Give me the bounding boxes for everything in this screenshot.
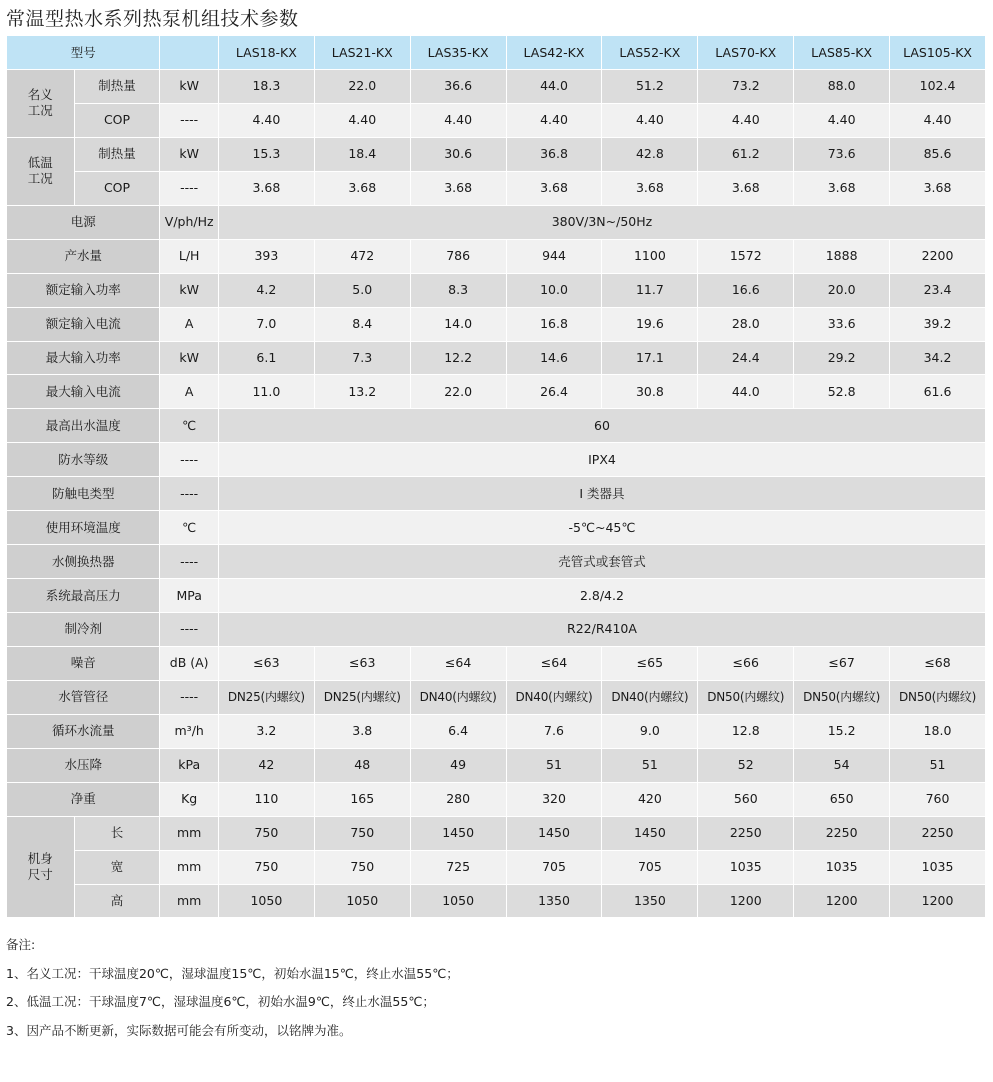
table-row <box>7 579 986 613</box>
unit-cell: A <box>160 307 219 341</box>
unit-cell: MPa <box>160 579 219 613</box>
table-row <box>7 409 986 443</box>
value-cell: 16.6 <box>698 273 794 307</box>
value-cell: ≤64 <box>506 646 602 680</box>
value-cell: 18.0 <box>890 714 986 748</box>
value-cell: 4.40 <box>314 103 410 137</box>
value-cell: 30.6 <box>410 137 506 171</box>
value-cell: 3.68 <box>506 171 602 205</box>
value-cell: 19.6 <box>602 307 698 341</box>
row-label: 水侧换热器 <box>7 545 160 579</box>
model-header: LAS52-KX <box>602 36 698 70</box>
value-cell: DN25(内螺纹) <box>314 680 410 714</box>
value-cell: DN50(内螺纹) <box>890 680 986 714</box>
table-row <box>7 307 986 341</box>
model-header: LAS70-KX <box>698 36 794 70</box>
value-cell: 52.8 <box>794 375 890 409</box>
value-cell: DN25(内螺纹) <box>218 680 314 714</box>
table-row <box>7 714 986 748</box>
unit-cell: A <box>160 375 219 409</box>
value-cell: 4.40 <box>506 103 602 137</box>
table-row <box>7 782 986 816</box>
row-label: 制冷剂 <box>7 613 160 647</box>
value-cell: 560 <box>698 782 794 816</box>
unit-cell: ---- <box>160 171 219 205</box>
note-item: 3、因产品不断更新，实际数据可能会有所变动，以铭牌为准。 <box>6 1022 352 1038</box>
value-cell: 650 <box>794 782 890 816</box>
value-cell: 1450 <box>410 816 506 850</box>
value-cell: 12.2 <box>410 341 506 375</box>
value-cell: DN40(内螺纹) <box>410 680 506 714</box>
value-cell: 1035 <box>698 850 794 884</box>
value-cell: 110 <box>218 782 314 816</box>
value-cell: 42.8 <box>602 137 698 171</box>
merged-value-cell: 60 <box>218 409 985 443</box>
row-label: 制热量 <box>74 137 160 171</box>
value-cell: 750 <box>314 850 410 884</box>
value-cell: 39.2 <box>890 307 986 341</box>
unit-cell: mm <box>160 884 219 918</box>
table-row <box>7 137 986 171</box>
value-cell: 85.6 <box>890 137 986 171</box>
table-row <box>7 70 986 104</box>
value-cell: 49 <box>410 748 506 782</box>
row-label: 长 <box>74 816 160 850</box>
table-row <box>7 103 986 137</box>
value-cell: 15.3 <box>218 137 314 171</box>
row-label: 制热量 <box>74 70 160 104</box>
value-cell: 1035 <box>890 850 986 884</box>
table-row <box>7 375 986 409</box>
table-row <box>7 171 986 205</box>
value-cell: 1572 <box>698 239 794 273</box>
value-cell: 786 <box>410 239 506 273</box>
group-label-dimensions: 机身 尺寸 <box>7 816 75 918</box>
value-cell: 1200 <box>890 884 986 918</box>
table-row <box>7 443 986 477</box>
value-cell: 51 <box>602 748 698 782</box>
unit-cell: L/H <box>160 239 219 273</box>
value-cell: 102.4 <box>890 70 986 104</box>
value-cell: 4.2 <box>218 273 314 307</box>
value-cell: 6.1 <box>218 341 314 375</box>
value-cell: 4.40 <box>794 103 890 137</box>
value-cell: 51 <box>890 748 986 782</box>
value-cell: 17.1 <box>602 341 698 375</box>
row-label: 电源 <box>7 205 160 239</box>
value-cell: DN50(内螺纹) <box>794 680 890 714</box>
value-cell: 3.68 <box>698 171 794 205</box>
table-row <box>7 205 986 239</box>
value-cell: 1200 <box>698 884 794 918</box>
value-cell: 1050 <box>314 884 410 918</box>
row-label: 防水等级 <box>7 443 160 477</box>
unit-cell: ---- <box>160 443 219 477</box>
value-cell: 725 <box>410 850 506 884</box>
merged-value-cell: 壳管式或套管式 <box>218 545 985 579</box>
value-cell: 8.4 <box>314 307 410 341</box>
unit-cell: ℃ <box>160 511 219 545</box>
merged-value-cell: IPX4 <box>218 443 985 477</box>
unit-cell: ---- <box>160 613 219 647</box>
value-cell: 13.2 <box>314 375 410 409</box>
value-cell: 34.2 <box>890 341 986 375</box>
value-cell: ≤65 <box>602 646 698 680</box>
table-row <box>7 239 986 273</box>
value-cell: 29.2 <box>794 341 890 375</box>
row-label: 额定输入电流 <box>7 307 160 341</box>
unit-cell: mm <box>160 816 219 850</box>
row-label: 宽 <box>74 850 160 884</box>
value-cell: ≤64 <box>410 646 506 680</box>
value-cell: 750 <box>218 816 314 850</box>
value-cell: 3.68 <box>794 171 890 205</box>
row-label: 产水量 <box>7 239 160 273</box>
table-row <box>7 646 986 680</box>
value-cell: 7.6 <box>506 714 602 748</box>
value-cell: 1200 <box>794 884 890 918</box>
value-cell: ≤66 <box>698 646 794 680</box>
unit-cell: ℃ <box>160 409 219 443</box>
model-header: LAS21-KX <box>314 36 410 70</box>
value-cell: 10.0 <box>506 273 602 307</box>
row-label: 噪音 <box>7 646 160 680</box>
table-row <box>7 748 986 782</box>
table-row <box>7 36 986 70</box>
value-cell: 11.7 <box>602 273 698 307</box>
model-header: LAS35-KX <box>410 36 506 70</box>
value-cell: 4.40 <box>410 103 506 137</box>
model-header: LAS85-KX <box>794 36 890 70</box>
row-label: 额定输入功率 <box>7 273 160 307</box>
value-cell: 1050 <box>410 884 506 918</box>
value-cell: ≤63 <box>314 646 410 680</box>
value-cell: 12.8 <box>698 714 794 748</box>
value-cell: 61.2 <box>698 137 794 171</box>
value-cell: 2250 <box>890 816 986 850</box>
row-label: 最大输入功率 <box>7 341 160 375</box>
unit-cell: Kg <box>160 782 219 816</box>
value-cell: 472 <box>314 239 410 273</box>
group-label-low-temp: 低温 工况 <box>7 137 75 205</box>
row-label: 最大输入电流 <box>7 375 160 409</box>
row-label: 水管管径 <box>7 680 160 714</box>
merged-value-cell: -5℃~45℃ <box>218 511 985 545</box>
value-cell: 320 <box>506 782 602 816</box>
value-cell: 7.3 <box>314 341 410 375</box>
value-cell: 1350 <box>602 884 698 918</box>
model-header: LAS105-KX <box>890 36 986 70</box>
table-row <box>7 545 986 579</box>
table-row <box>7 884 986 918</box>
unit-cell: dB (A) <box>160 646 219 680</box>
value-cell: 705 <box>506 850 602 884</box>
value-cell: 33.6 <box>794 307 890 341</box>
value-cell: 20.0 <box>794 273 890 307</box>
value-cell: 54 <box>794 748 890 782</box>
value-cell: 705 <box>602 850 698 884</box>
merged-value-cell: 2.8/4.2 <box>218 579 985 613</box>
value-cell: 1100 <box>602 239 698 273</box>
value-cell: 28.0 <box>698 307 794 341</box>
value-cell: ≤63 <box>218 646 314 680</box>
value-cell: 15.2 <box>794 714 890 748</box>
notes <box>6 931 459 1045</box>
value-cell: ≤67 <box>794 646 890 680</box>
value-cell: 42 <box>218 748 314 782</box>
value-cell: 24.4 <box>698 341 794 375</box>
unit-cell: m³/h <box>160 714 219 748</box>
value-cell: 51.2 <box>602 70 698 104</box>
value-cell: 44.0 <box>698 375 794 409</box>
value-cell: 420 <box>602 782 698 816</box>
unit-cell: kW <box>160 137 219 171</box>
row-label: COP <box>74 171 160 205</box>
value-cell: 1350 <box>506 884 602 918</box>
value-cell: 1888 <box>794 239 890 273</box>
value-cell: DN40(内螺纹) <box>602 680 698 714</box>
note-item: 2、低温工况：干球温度7℃，湿球温度6℃，初始水温9℃，终止水温55℃； <box>6 994 435 1009</box>
row-label: 防触电类型 <box>7 477 160 511</box>
table-row <box>7 680 986 714</box>
value-cell: 393 <box>218 239 314 273</box>
value-cell: 73.2 <box>698 70 794 104</box>
note-item: 1、名义工况：干球温度20℃，湿球温度15℃，初始水温15℃，终止水温55℃； <box>6 965 459 981</box>
value-cell: 26.4 <box>506 375 602 409</box>
value-cell: 3.68 <box>890 171 986 205</box>
row-label: 高 <box>74 884 160 918</box>
value-cell: 11.0 <box>218 375 314 409</box>
value-cell: 1450 <box>602 816 698 850</box>
value-cell: 7.0 <box>218 307 314 341</box>
value-cell: 14.0 <box>410 307 506 341</box>
unit-cell: ---- <box>160 545 219 579</box>
unit-cell: ---- <box>160 477 219 511</box>
value-cell: 36.6 <box>410 70 506 104</box>
merged-value-cell: 380V/3N~/50Hz <box>218 205 985 239</box>
value-cell: 18.3 <box>218 70 314 104</box>
value-cell: 61.6 <box>890 375 986 409</box>
unit-cell: kPa <box>160 748 219 782</box>
row-label: 系统最高压力 <box>7 579 160 613</box>
value-cell: 4.40 <box>218 103 314 137</box>
value-cell: 4.40 <box>698 103 794 137</box>
value-cell: 9.0 <box>602 714 698 748</box>
value-cell: 1035 <box>794 850 890 884</box>
value-cell: 88.0 <box>794 70 890 104</box>
header-unit <box>160 36 219 70</box>
value-cell: 3.2 <box>218 714 314 748</box>
row-label: 使用环境温度 <box>7 511 160 545</box>
value-cell: 30.8 <box>602 375 698 409</box>
value-cell: 23.4 <box>890 273 986 307</box>
table-row <box>7 613 986 647</box>
unit-cell: kW <box>160 70 219 104</box>
value-cell: 2250 <box>794 816 890 850</box>
unit-cell: kW <box>160 341 219 375</box>
group-label-nominal: 名义 工况 <box>7 70 75 138</box>
value-cell: 280 <box>410 782 506 816</box>
value-cell: 22.0 <box>314 70 410 104</box>
value-cell: 4.40 <box>602 103 698 137</box>
value-cell: 16.8 <box>506 307 602 341</box>
value-cell: 1450 <box>506 816 602 850</box>
row-label: COP <box>74 103 160 137</box>
value-cell: 14.6 <box>506 341 602 375</box>
row-label: 净重 <box>7 782 160 816</box>
value-cell: 18.4 <box>314 137 410 171</box>
table-row <box>7 511 986 545</box>
merged-value-cell: R22/R410A <box>218 613 985 647</box>
value-cell: 2200 <box>890 239 986 273</box>
value-cell: DN50(内螺纹) <box>698 680 794 714</box>
row-label: 水压降 <box>7 748 160 782</box>
model-header: LAS18-KX <box>218 36 314 70</box>
unit-cell: V/ph/Hz <box>160 205 219 239</box>
table-row <box>7 273 986 307</box>
unit-cell: kW <box>160 273 219 307</box>
value-cell: 51 <box>506 748 602 782</box>
unit-cell: ---- <box>160 103 219 137</box>
merged-value-cell: I 类器具 <box>218 477 985 511</box>
page-title: 常温型热水系列热泵机组技术参数 <box>6 8 299 30</box>
notes-heading: 备注: <box>6 937 36 952</box>
value-cell: 22.0 <box>410 375 506 409</box>
value-cell: ≤68 <box>890 646 986 680</box>
value-cell: 3.68 <box>602 171 698 205</box>
value-cell: 48 <box>314 748 410 782</box>
value-cell: DN40(内螺纹) <box>506 680 602 714</box>
value-cell: 750 <box>314 816 410 850</box>
value-cell: 36.8 <box>506 137 602 171</box>
row-label: 循环水流量 <box>7 714 160 748</box>
value-cell: 3.68 <box>410 171 506 205</box>
value-cell: 750 <box>218 850 314 884</box>
value-cell: 44.0 <box>506 70 602 104</box>
value-cell: 4.40 <box>890 103 986 137</box>
value-cell: 2250 <box>698 816 794 850</box>
value-cell: 6.4 <box>410 714 506 748</box>
header-label: 型号 <box>7 36 160 70</box>
value-cell: 3.68 <box>314 171 410 205</box>
table-row <box>7 341 986 375</box>
value-cell: 52 <box>698 748 794 782</box>
table-row <box>7 477 986 511</box>
value-cell: 8.3 <box>410 273 506 307</box>
value-cell: 760 <box>890 782 986 816</box>
value-cell: 3.68 <box>218 171 314 205</box>
value-cell: 944 <box>506 239 602 273</box>
unit-cell: mm <box>160 850 219 884</box>
model-header: LAS42-KX <box>506 36 602 70</box>
value-cell: 73.6 <box>794 137 890 171</box>
value-cell: 3.8 <box>314 714 410 748</box>
spec-table <box>6 35 986 918</box>
row-label: 最高出水温度 <box>7 409 160 443</box>
table-row <box>7 850 986 884</box>
value-cell: 5.0 <box>314 273 410 307</box>
unit-cell: ---- <box>160 680 219 714</box>
table-row <box>7 816 986 850</box>
value-cell: 1050 <box>218 884 314 918</box>
value-cell: 165 <box>314 782 410 816</box>
